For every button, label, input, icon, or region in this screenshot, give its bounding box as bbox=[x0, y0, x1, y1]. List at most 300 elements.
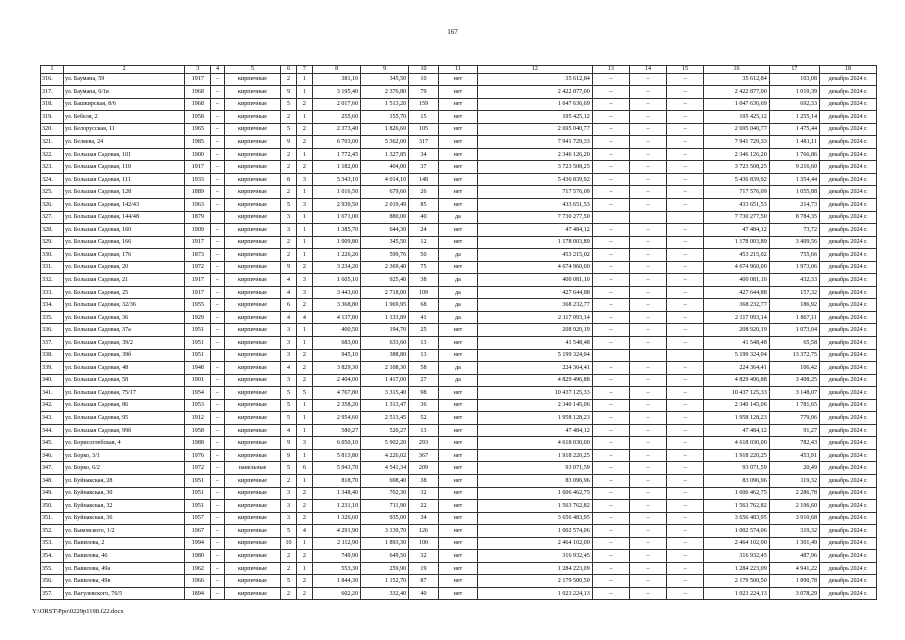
table-cell: декабрь 2024 г. bbox=[820, 274, 877, 287]
table-row bbox=[41, 550, 877, 563]
header-cell: 12 bbox=[478, 66, 593, 74]
table-cell: 3 829,30 bbox=[313, 362, 361, 375]
table-cell: – bbox=[211, 374, 224, 387]
table-cell: 332,40 bbox=[361, 587, 409, 600]
table-cell: – bbox=[592, 249, 629, 262]
table-cell: 2 bbox=[281, 73, 296, 86]
table-cell: да bbox=[438, 374, 477, 387]
table-cell: 321. bbox=[41, 136, 64, 149]
table-cell: 2 179 500,50 bbox=[704, 575, 770, 588]
table-cell: 1873 bbox=[185, 249, 211, 262]
table-cell: декабрь 2024 г. bbox=[820, 286, 877, 299]
table-cell: кирпичные bbox=[224, 73, 281, 86]
table-cell: декабрь 2024 г. bbox=[820, 349, 877, 362]
table-cell: нет bbox=[438, 512, 477, 525]
table-cell: 195 425,12 bbox=[704, 111, 770, 124]
table-cell: ул. Большая Садовая, 142/43 bbox=[63, 198, 184, 211]
table-cell: – bbox=[667, 148, 704, 161]
table-cell: 388,80 bbox=[361, 349, 409, 362]
table-cell: – bbox=[211, 249, 224, 262]
table-cell: 5 bbox=[281, 399, 296, 412]
table-cell: – bbox=[211, 311, 224, 324]
table-cell: 79 bbox=[409, 86, 439, 99]
table-cell bbox=[629, 211, 666, 224]
table-cell: 3 bbox=[281, 487, 296, 500]
table-cell: 1955 bbox=[185, 299, 211, 312]
table-cell: – bbox=[667, 324, 704, 337]
table-row bbox=[41, 362, 877, 375]
table-cell: 68 bbox=[409, 299, 439, 312]
table-cell: 2 bbox=[296, 587, 312, 600]
table-cell: декабрь 2024 г. bbox=[820, 211, 877, 224]
table-cell: 1901 bbox=[185, 374, 211, 387]
table-cell: – bbox=[211, 336, 224, 349]
table-cell: 4 014,10 bbox=[361, 173, 409, 186]
table-cell: – bbox=[667, 537, 704, 550]
table-cell: 2 108,30 bbox=[361, 362, 409, 375]
table-cell: – bbox=[629, 362, 666, 375]
table-cell: – bbox=[629, 412, 666, 425]
table-cell: 2 369,40 bbox=[361, 261, 409, 274]
table-cell: 2 930,50 bbox=[313, 198, 361, 211]
table-cell: кирпичные bbox=[224, 186, 281, 199]
table-cell: 1 226,20 bbox=[313, 249, 361, 262]
table-cell: 1980 bbox=[185, 550, 211, 563]
table-cell: 1 513,20 bbox=[361, 98, 409, 111]
table-cell: 328. bbox=[41, 224, 64, 237]
table-cell: 37 bbox=[409, 161, 439, 174]
table-cell: 1954 bbox=[185, 387, 211, 400]
table-cell: – bbox=[629, 299, 666, 312]
table-cell: – bbox=[592, 123, 629, 136]
table-cell: 1 671,00 bbox=[313, 211, 361, 224]
table-cell: кирпичные bbox=[224, 236, 281, 249]
table-cell: 683,00 bbox=[313, 336, 361, 349]
table-cell: 4 674 960,00 bbox=[478, 261, 593, 274]
table-cell: кирпичные bbox=[224, 424, 281, 437]
table-cell: 65,58 bbox=[769, 336, 819, 349]
table-cell: 85 bbox=[409, 198, 439, 211]
table-cell: кирпичные bbox=[224, 86, 281, 99]
table-cell: да bbox=[438, 311, 477, 324]
table-cell: 93 071,59 bbox=[478, 462, 593, 475]
table-cell: да bbox=[438, 286, 477, 299]
table-cell: 4 618 030,00 bbox=[704, 437, 770, 450]
table-cell: – bbox=[211, 136, 224, 149]
table-cell: ул. Большая Садовая, 128 bbox=[63, 186, 184, 199]
table-cell: 4 829 496,88 bbox=[704, 374, 770, 387]
table-cell: 20,49 bbox=[769, 462, 819, 475]
table-cell: – bbox=[667, 286, 704, 299]
table-cell: кирпичные bbox=[224, 500, 281, 513]
table-cell: – bbox=[629, 512, 666, 525]
table-cell: 1 bbox=[296, 249, 312, 262]
table-cell: 925,40 bbox=[361, 274, 409, 287]
table-cell: – bbox=[629, 86, 666, 99]
table-cell: 1 844,30 bbox=[313, 575, 361, 588]
table-cell: да bbox=[438, 362, 477, 375]
table-cell: 323. bbox=[41, 161, 64, 174]
table-cell: нет bbox=[438, 173, 477, 186]
table-cell: – bbox=[592, 487, 629, 500]
table-cell: 5 436 839,92 bbox=[704, 173, 770, 186]
table-cell: 157,32 bbox=[769, 286, 819, 299]
table-row bbox=[41, 261, 877, 274]
table-cell bbox=[667, 349, 704, 362]
table-cell: 1917 bbox=[185, 274, 211, 287]
table-cell: 5 bbox=[281, 412, 296, 425]
table-cell: ул. Большая Садовая, 111 bbox=[63, 173, 184, 186]
table-cell: – bbox=[629, 587, 666, 600]
table-cell: 224 364,41 bbox=[478, 362, 593, 375]
table-cell: – bbox=[211, 123, 224, 136]
table-cell: – bbox=[667, 374, 704, 387]
table-cell: декабрь 2024 г. bbox=[820, 487, 877, 500]
table-cell: – bbox=[211, 111, 224, 124]
table-cell: – bbox=[667, 336, 704, 349]
table-cell: 345,50 bbox=[361, 236, 409, 249]
table-cell bbox=[592, 349, 629, 362]
table-cell: 1 973,06 bbox=[769, 261, 819, 274]
table-cell: 3 723 508,25 bbox=[478, 161, 593, 174]
table-cell: 103,08 bbox=[769, 73, 819, 86]
table-cell: 1957 bbox=[185, 512, 211, 525]
table-cell: 1 bbox=[296, 111, 312, 124]
table-cell: 1 047 636,69 bbox=[704, 98, 770, 111]
table-cell: нет bbox=[438, 500, 477, 513]
table-cell: декабрь 2024 г. bbox=[820, 311, 877, 324]
table-cell: 2 346 126,20 bbox=[478, 148, 593, 161]
table-row bbox=[41, 236, 877, 249]
table-cell: 1 bbox=[296, 186, 312, 199]
table-cell: 1 bbox=[296, 324, 312, 337]
table-cell: 36 bbox=[409, 399, 439, 412]
table-cell: 3 368,80 bbox=[313, 299, 361, 312]
table-cell: – bbox=[667, 550, 704, 563]
table-cell: ул. Большая Садовая, 86 bbox=[63, 399, 184, 412]
table-cell: 293 bbox=[409, 437, 439, 450]
table-cell: – bbox=[629, 274, 666, 287]
table-cell: кирпичные bbox=[224, 148, 281, 161]
table-cell: – bbox=[211, 148, 224, 161]
table-cell: 5 bbox=[281, 525, 296, 538]
table-cell: – bbox=[629, 249, 666, 262]
table-cell: – bbox=[629, 111, 666, 124]
table-cell: декабрь 2024 г. bbox=[820, 437, 877, 450]
table-cell: кирпичные bbox=[224, 362, 281, 375]
table-cell: ул. Большая Садовая, 21 bbox=[63, 274, 184, 287]
table-cell: 1968 bbox=[185, 98, 211, 111]
table-cell: – bbox=[211, 487, 224, 500]
table-cell: 1933 bbox=[185, 173, 211, 186]
table-cell: – bbox=[592, 399, 629, 412]
table-cell: 368 232,77 bbox=[478, 299, 593, 312]
table-row bbox=[41, 211, 877, 224]
table-cell: ул. Башкирская, 8/6 bbox=[63, 98, 184, 111]
table-cell: 3 bbox=[296, 286, 312, 299]
table-cell: – bbox=[629, 261, 666, 274]
table-cell: декабрь 2024 г. bbox=[820, 336, 877, 349]
table-cell: 2 373,40 bbox=[313, 123, 361, 136]
table-cell: – bbox=[592, 111, 629, 124]
table-cell: 1917 bbox=[185, 161, 211, 174]
table-cell: 325. bbox=[41, 186, 64, 199]
table-cell: кирпичные bbox=[224, 449, 281, 462]
table-cell: декабрь 2024 г. bbox=[820, 449, 877, 462]
table-row bbox=[41, 475, 877, 488]
table-cell: – bbox=[592, 437, 629, 450]
table-cell: – bbox=[667, 299, 704, 312]
table-cell: декабрь 2024 г. bbox=[820, 98, 877, 111]
header-cell: 16 bbox=[704, 66, 770, 74]
table-cell: нет bbox=[438, 449, 477, 462]
table-cell: – bbox=[592, 311, 629, 324]
table-cell: 98 bbox=[409, 387, 439, 400]
table-cell: – bbox=[211, 512, 224, 525]
table-cell: 109 bbox=[409, 286, 439, 299]
table-cell: – bbox=[211, 449, 224, 462]
table-cell: нет bbox=[438, 324, 477, 337]
table-cell: 208 920,19 bbox=[478, 324, 593, 337]
table-cell: 35 612,84 bbox=[704, 73, 770, 86]
table-cell: 1929 bbox=[185, 311, 211, 324]
table-cell: 353. bbox=[41, 537, 64, 550]
table-cell: 2 718,00 bbox=[361, 286, 409, 299]
table-cell: 5 199 324,04 bbox=[478, 349, 593, 362]
table-cell: 818,70 bbox=[313, 475, 361, 488]
table-cell: 155,70 bbox=[361, 111, 409, 124]
table-cell: 224 364,41 bbox=[704, 362, 770, 375]
table-cell: 10 437 125,33 bbox=[478, 387, 593, 400]
table-cell: 2 bbox=[281, 550, 296, 563]
table-cell: 186,92 bbox=[769, 299, 819, 312]
table-cell: – bbox=[592, 224, 629, 237]
table-cell: декабрь 2024 г. bbox=[820, 261, 877, 274]
table-cell: 3 bbox=[296, 198, 312, 211]
table-row bbox=[41, 161, 877, 174]
table-cell: – bbox=[629, 73, 666, 86]
table-row bbox=[41, 111, 877, 124]
table-cell: нет bbox=[438, 437, 477, 450]
table-cell: 4 767,80 bbox=[313, 387, 361, 400]
table-cell: 10 bbox=[409, 73, 439, 86]
table-cell: 381,10 bbox=[313, 73, 361, 86]
table-cell: – bbox=[667, 236, 704, 249]
table-cell: – bbox=[592, 299, 629, 312]
table-cell: 83 096,96 bbox=[478, 475, 593, 488]
table-cell: 7 941 729,33 bbox=[704, 136, 770, 149]
table-cell: 1962 bbox=[185, 562, 211, 575]
table-cell: 2 bbox=[296, 575, 312, 588]
table-cell: – bbox=[667, 86, 704, 99]
table-cell: 338. bbox=[41, 349, 64, 362]
table-cell: ул. Большая Садовая, 166 bbox=[63, 236, 184, 249]
table-cell: 317 bbox=[409, 136, 439, 149]
table-cell: нет bbox=[438, 198, 477, 211]
table-cell: 1917 bbox=[185, 286, 211, 299]
table-cell: ул. Большая Садовая, 39/2 bbox=[63, 336, 184, 349]
table-cell: – bbox=[592, 161, 629, 174]
table-cell: 2 bbox=[281, 475, 296, 488]
table-row bbox=[41, 274, 877, 287]
table-cell: – bbox=[592, 500, 629, 513]
table-cell: 3 bbox=[281, 224, 296, 237]
table-cell: 335. bbox=[41, 311, 64, 324]
table-cell: 319. bbox=[41, 111, 64, 124]
table-cell: 1 bbox=[296, 336, 312, 349]
table-row bbox=[41, 587, 877, 600]
table-cell: 553,30 bbox=[313, 562, 361, 575]
table-cell: 119,32 bbox=[769, 475, 819, 488]
table-cell: 2 bbox=[296, 349, 312, 362]
table-cell: – bbox=[592, 537, 629, 550]
table-cell: – bbox=[211, 236, 224, 249]
table-cell: 1 bbox=[296, 73, 312, 86]
table-cell: 9 bbox=[281, 136, 296, 149]
table-cell: 1951 bbox=[185, 500, 211, 513]
table-cell: 692,33 bbox=[769, 98, 819, 111]
table-cell: – bbox=[211, 362, 224, 375]
table-cell: 717 576,09 bbox=[704, 186, 770, 199]
table-cell: – bbox=[592, 336, 629, 349]
table-cell: кирпичные bbox=[224, 324, 281, 337]
table-row bbox=[41, 224, 877, 237]
table-cell: 599,76 bbox=[361, 249, 409, 262]
table-cell: – bbox=[629, 374, 666, 387]
table-cell: – bbox=[211, 86, 224, 99]
table-cell: 945,10 bbox=[313, 349, 361, 362]
table-cell: 356. bbox=[41, 575, 64, 588]
table-cell bbox=[629, 349, 666, 362]
table-cell: 2 bbox=[281, 148, 296, 161]
table-cell: – bbox=[667, 462, 704, 475]
table-cell: 1951 bbox=[185, 475, 211, 488]
table-cell: – bbox=[629, 437, 666, 450]
table-cell: декабрь 2024 г. bbox=[820, 412, 877, 425]
table-cell: ул. Большая Садовая, 99б bbox=[63, 424, 184, 437]
table-cell: – bbox=[592, 587, 629, 600]
table-cell: 3 bbox=[296, 173, 312, 186]
table-cell: 1 178 003,89 bbox=[478, 236, 593, 249]
table-cell: 427 644,88 bbox=[478, 286, 593, 299]
table-cell: 2 bbox=[281, 236, 296, 249]
table-cell: 47 484,12 bbox=[478, 424, 593, 437]
table-cell: 2 bbox=[281, 186, 296, 199]
table-cell: 41 548,48 bbox=[478, 336, 593, 349]
table-cell: 5 436 839,92 bbox=[478, 173, 593, 186]
table-cell: – bbox=[667, 136, 704, 149]
table-cell: 1 563 762,82 bbox=[704, 500, 770, 513]
table-cell: ул. Борисоглебская, 4 bbox=[63, 437, 184, 450]
table-cell: 3 bbox=[281, 374, 296, 387]
table-cell: декабрь 2024 г. bbox=[820, 537, 877, 550]
table-cell: 1 918 220,25 bbox=[704, 449, 770, 462]
table-cell: 208 920,19 bbox=[704, 324, 770, 337]
table-cell: 1 047 636,69 bbox=[478, 98, 593, 111]
table-cell: 47 484,12 bbox=[704, 424, 770, 437]
table-cell: 1953 bbox=[185, 399, 211, 412]
table-cell: 41 bbox=[409, 311, 439, 324]
table-row bbox=[41, 136, 877, 149]
table-cell: 106,42 bbox=[769, 362, 819, 375]
table-cell: декабрь 2024 г. bbox=[820, 512, 877, 525]
table-cell: кирпичные bbox=[224, 224, 281, 237]
table-cell: 487,96 bbox=[769, 550, 819, 563]
table-cell: 4 bbox=[281, 424, 296, 437]
table-cell: 2 bbox=[296, 374, 312, 387]
table-cell: – bbox=[592, 424, 629, 437]
table-cell: 1 867,11 bbox=[769, 311, 819, 324]
table-cell: 3 078,29 bbox=[769, 587, 819, 600]
table-row bbox=[41, 437, 877, 450]
table-cell: 1 481,11 bbox=[769, 136, 819, 149]
table-cell: кирпичные bbox=[224, 550, 281, 563]
table-cell: – bbox=[211, 437, 224, 450]
table-cell: 344. bbox=[41, 424, 64, 437]
table-cell: – bbox=[592, 186, 629, 199]
table-cell: кирпичные bbox=[224, 575, 281, 588]
table-cell: 34 bbox=[409, 512, 439, 525]
table-cell: 126 bbox=[409, 525, 439, 538]
table-cell: 633,60 bbox=[361, 336, 409, 349]
table-cell: ул. Баумана, 6/1в bbox=[63, 86, 184, 99]
table-cell: 332. bbox=[41, 274, 64, 287]
table-cell: 433 651,53 bbox=[478, 198, 593, 211]
table-cell: 3 315,40 bbox=[361, 387, 409, 400]
table-cell: 7 730 277,50 bbox=[478, 211, 593, 224]
table-row bbox=[41, 173, 877, 186]
table-cell: – bbox=[667, 111, 704, 124]
table-cell: 1 019,39 bbox=[769, 86, 819, 99]
table-cell: – bbox=[592, 512, 629, 525]
table-cell: нет bbox=[438, 98, 477, 111]
table-cell: 317. bbox=[41, 86, 64, 99]
table-cell: 345,50 bbox=[361, 73, 409, 86]
table-cell: – bbox=[667, 449, 704, 462]
table-cell: 3 bbox=[281, 500, 296, 513]
table-cell: – bbox=[667, 73, 704, 86]
table-cell: 58 bbox=[409, 362, 439, 375]
table-cell: 148 bbox=[409, 173, 439, 186]
table-cell: – bbox=[211, 587, 224, 600]
table-cell: 330. bbox=[41, 249, 64, 262]
table-cell: 5 813,80 bbox=[313, 449, 361, 462]
table-cell: 319,32 bbox=[769, 525, 819, 538]
table-cell: кирпичные bbox=[224, 98, 281, 111]
table-cell: 26 bbox=[409, 186, 439, 199]
table-cell bbox=[667, 211, 704, 224]
table-cell: 3 bbox=[281, 349, 296, 362]
table-cell: кирпичные bbox=[224, 211, 281, 224]
table-cell: 351. bbox=[41, 512, 64, 525]
table-cell: 4 bbox=[281, 286, 296, 299]
table-cell: декабрь 2024 г. bbox=[820, 249, 877, 262]
table-cell: 1972 bbox=[185, 462, 211, 475]
table-cell: 50 bbox=[409, 249, 439, 262]
table-cell: 105 bbox=[409, 123, 439, 136]
table-cell: – bbox=[592, 236, 629, 249]
table-cell: 345. bbox=[41, 437, 64, 450]
table-cell: – bbox=[667, 123, 704, 136]
table-cell: декабрь 2024 г. bbox=[820, 362, 877, 375]
table-cell: 3 bbox=[281, 512, 296, 525]
table-cell: нет bbox=[438, 487, 477, 500]
table-cell: 337. bbox=[41, 336, 64, 349]
table-cell: 15 bbox=[409, 111, 439, 124]
table-cell: 520,27 bbox=[361, 424, 409, 437]
table-row bbox=[41, 86, 877, 99]
table-cell: 341. bbox=[41, 387, 64, 400]
